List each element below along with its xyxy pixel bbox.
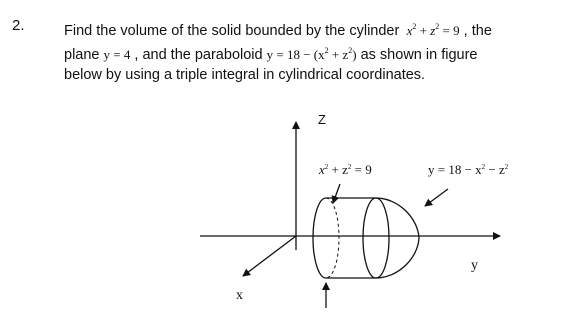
cylinder-equation: $x^2 + z^2 = 9$ <box>406 22 460 38</box>
z-axis-label: Z <box>318 112 326 127</box>
paraboloid-label-pointer <box>425 189 448 206</box>
plane-y4-ellipse <box>363 198 389 278</box>
cylinder-base-ellipse-back <box>326 198 339 278</box>
question-line-2: plane y = 4 , and the paraboloid $y = 18 - (x^2 + z^2)$ as shown in figure <box>64 46 478 63</box>
plane-equation: y = 4 <box>103 47 131 62</box>
question-line-3: below by using a triple integral in cylindrical coordinates. <box>64 67 426 83</box>
cylinder-base-ellipse-front <box>313 198 326 278</box>
cylinder-equation-label: $x^2 + z^2 = 9$ <box>319 162 372 177</box>
x-axis <box>243 236 296 276</box>
cylinder-label-pointer <box>333 184 340 203</box>
question-number: 2. <box>12 17 25 34</box>
y-axis-label: y <box>471 258 478 273</box>
paraboloid-cap <box>376 198 419 278</box>
x-axis-label: x <box>236 288 243 303</box>
question-line-1-tail: , the <box>463 23 492 39</box>
paraboloid-equation-label: $y = 18 - x^2 - z^2$ <box>428 162 509 177</box>
question-line-1-text: Find the volume of the solid bounded by the cylinder <box>64 23 400 39</box>
paraboloid-equation: $y = 18 - (x^2 + z^2)$ <box>266 46 357 62</box>
